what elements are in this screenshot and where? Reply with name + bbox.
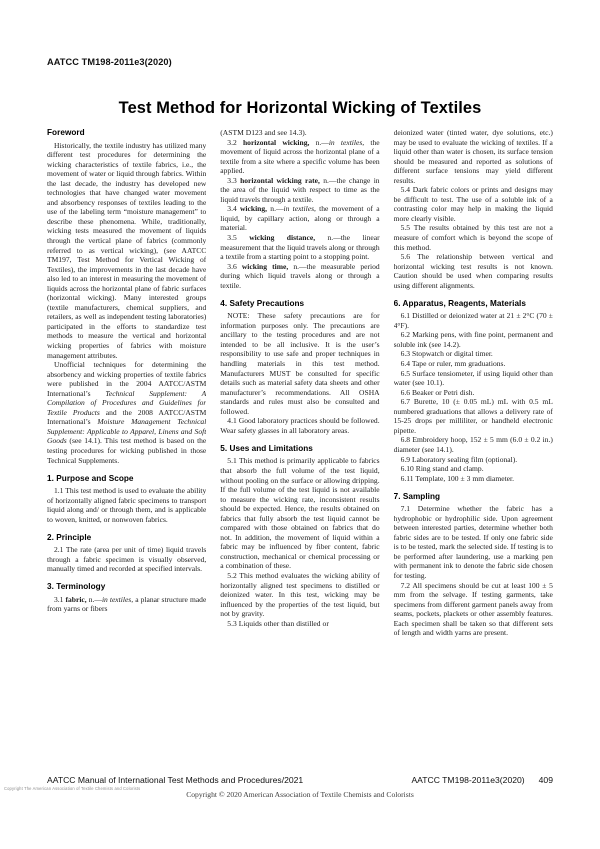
italic-run: in textiles <box>283 204 315 214</box>
paragraph-3-6 <box>220 262 379 291</box>
term-horizontal-wicking-rate: horizontal wicking rate, <box>240 175 320 185</box>
column-left <box>47 128 206 766</box>
text-run: n.—the change in the area of the liquid with respect to time as the liquid travels through a textile. <box>220 175 380 204</box>
paragraph-3-4 <box>220 204 379 233</box>
paragraph-5-5: 5.5 The results obtained by this test are not a measure of comfort which is beyond the scope of this method. <box>393 223 553 252</box>
paragraph-6-2: 6.2 Marking pens, with fine point, permanent and soluble ink (see 14.2). <box>393 330 553 349</box>
italic-run: in textiles <box>328 137 363 147</box>
paragraph-safety-note: NOTE: These safety precautions are for information purposes only. The precautions are ancillary to the testing procedures and are not intended to be all inclusive. It is the user’s responsibility to use safe and proper techniques in handling materials in this test method. Manufacturers MUST be consulted for specific details such as material safety data sheets and other manufacturer’s recommendations. All OSHA standards and rules must also be consulted and followed. <box>220 311 380 416</box>
section-heading-principle: 2. Principle <box>47 532 92 542</box>
paragraph-7-1: 7.1 Determine whether the fabric has a hydrophobic or hydrophilic side. Upon agreement between interested parties, determine whether both fabric sides are to be tested. If only one fabric side is to be tested, mark the selected side. If testing is to be performed after laundering, use a marking pen with permanent ink to denote the fabric side chosen for testing. <box>393 504 553 580</box>
section-heading-terminology: 3. Terminology <box>47 582 106 592</box>
italic-run: in textiles <box>101 594 132 604</box>
term-wicking-time: wicking time, <box>241 261 289 271</box>
paragraph-continuation: (ASTM D123 and see 14.3). <box>220 128 307 137</box>
paragraph-6-7: 6.7 Burette, 10 (± 0.05 mL) mL with 0.5 mL numbered graduations that allows a delivery rate of 15-25 drops per milliliter, or handheld electronic pipette. <box>393 397 553 435</box>
paragraph-6-1: 6.1 Distilled or deionized water at 21 ± 2°C (70 ± 4°F). <box>393 311 553 330</box>
paragraph-6-11: 6.11 Template, 100 ± 3 mm diameter. <box>400 473 515 483</box>
text-run: (see 14.1). This test method is based on the testing procedures for wicking published in those Technical Supplements. <box>47 436 207 465</box>
text-run: 3.1 <box>54 594 66 604</box>
footer-standard-id <box>411 775 553 785</box>
text-run: , the movement of a liquid, by capillary action, along or through a material. <box>220 204 380 233</box>
text-run: n.—the measurable period during which liquid travels along or through a textile. <box>220 261 380 290</box>
page-number: 409 <box>538 775 553 785</box>
text-run: , the movement of liquid across the horizontal plane of a textile from a site where a specific volume has been applied. <box>220 137 380 176</box>
page-title: Test Method for Horizontal Wicking of Textiles <box>118 98 482 117</box>
paragraph-5-1: 5.1 This method is primarily applicable to fabrics that absorb the full volume of the test liquid, without pooling on the surface or allowing dripping. If the full volume of the test liquid is not available to measure the wicking rate, inconsistent results should be expected. Hence, the results obtained on fabrics that fully absorb the test liquid cannot be compared with those obtained on fabrics that do not. In addition, the movement of liquid within a fabric may be influenced by fiber content, fabric construction, mechanical or chemical processing or a combination of these. <box>220 456 380 571</box>
paragraph-continuation: deionized water (tinted water, dye solutions, etc.) may be used to evaluate the wicking of textiles. If a liquid other than water is chosen, its surface tension should be measured and reported as solutions of different surface tensions may yield different results. <box>393 128 553 185</box>
paragraph-3-5 <box>220 233 379 262</box>
footer-standard-number: AATCC TM198-2011e3(2020) <box>411 775 525 785</box>
paragraph-foreword-1: Historically, the textile industry has utilized many different test procedures for determining the wicking characteristics of textile fabrics, i.e., the movement of water or liquid through fabrics. Within the last decade, the industry has developed new technologies that have changed water movement and absorbency responses of textiles leading to the use of the labeling term “moisture management” to describe these phenomena. While, traditionally, wicking tests measured the movement of liquids through the vertical plane of fabrics (commonly referred to as vertical wicking), (see AATCC TM197, Test Method for Vertical Wicking of Textiles), the improvements in the last decade have also led to an interest in measuring the movement of liquids across the horizontal plane of fabric surfaces (horizontal wicking). Many interested groups (textile manufacturers, chemical suppliers, and retailers, as well as independent testing laboratories) participated in the efforts to standardize test methods to measure the vertical and horizontal wicking properties of fabrics with moisture management attributes. <box>47 140 207 360</box>
text-run: and the 2008 AATCC/ASTM International’s <box>47 407 207 427</box>
paragraph-6-6: 6.6 Beaker or Petri dish. <box>400 387 475 397</box>
paragraph-5-6: 5.6 The relationship between vertical and horizontal wicking test results is not known. Caution should be used when comparing results using different alignments. <box>393 252 553 290</box>
column-right <box>394 128 553 766</box>
section-heading-foreword: Foreword <box>47 128 85 137</box>
paragraph-3-2 <box>220 138 379 176</box>
paragraph-7-2: 7.2 All specimens should be cut at least 100 ± 5 mm from the selvage. If testing garments, take specimens from different garment panels away from seams, pockets, plackets or other assembly features. Each specimen shall be taken so that different sets of length and width yarns are present. <box>393 580 553 638</box>
term-fabric: fabric, <box>65 594 87 604</box>
paragraph-3-3 <box>220 176 379 205</box>
text-run: 3.4 <box>227 204 240 214</box>
text-run: n.—the linear measurement that the liquid travels along or through a textile from a starting point to a stopping point. <box>220 233 380 262</box>
paragraph-6-9: 6.9 Laboratory sealing film (optional). <box>400 454 518 464</box>
italic-run: Technical Supplement: A Compilation of Procedures and Guidelines for Textile Products <box>47 388 207 417</box>
paragraph-5-4: 5.4 Dark fabric colors or prints and designs may be difficult to test. The use of a soluble ink of a contrasting color may help in making the liquid more clearly visible. <box>393 185 553 223</box>
text-run: 3.2 <box>227 137 243 147</box>
paragraph-4-1: 4.1 Good laboratory practices should be followed. Wear safety glasses in all laboratory areas. <box>220 416 380 435</box>
paragraph-3-1 <box>47 595 206 614</box>
term-wicking: wicking, <box>239 204 268 214</box>
section-heading-purpose-and-scope: 1. Purpose and Scope <box>47 473 134 483</box>
italic-run: Moisture Management Technical Supplement: Applicable to Apparel, Linens and Soft Goods <box>47 417 207 446</box>
section-heading-safety-precautions: 4. Safety Precautions <box>220 298 305 308</box>
paragraph-5-3: 5.3 Liquids other than distilled or <box>227 618 329 628</box>
text-run: 3.3 <box>227 175 241 185</box>
section-heading-sampling: 7. Sampling <box>393 491 441 501</box>
paragraph-foreword-2 <box>47 360 206 465</box>
text-run: 3.6 <box>227 261 242 271</box>
term-horizontal-wicking: horizontal wicking, <box>242 137 310 147</box>
paragraph-6-10: 6.10 Ring stand and clamp. <box>400 464 484 474</box>
paragraph-2-1: 2.1 The rate (area per unit of time) liquid travels through a fabric specimen is visually observed, manually timed and recorded at specified intervals. <box>47 545 207 574</box>
text-run: 3.5 <box>227 233 250 243</box>
copyright-notice: Copyright © 2020 American Association of Textile Chemists and Colorists <box>186 790 414 799</box>
text-run: , a planar structure made from yarns or fibers <box>47 594 207 614</box>
text-run: n.— <box>267 204 284 214</box>
column-middle <box>220 128 379 766</box>
text-run: n.— <box>309 137 329 147</box>
section-heading-uses-and-limitations: 5. Uses and Limitations <box>220 443 313 453</box>
paragraph-6-8: 6.8 Embroidery hoop, 152 ± 5 mm (6.0 ± 0.2 in.) diameter (see 14.1). <box>393 435 553 454</box>
paragraph-1-1: 1.1 This test method is used to evaluate the ability of horizontally aligned fabric specimens to transport liquid along and/ or through them, and is applicable to woven, knitted, or nonwoven fabrics. <box>47 486 207 524</box>
footer-manual-title: AATCC Manual of International Test Methods and Procedures/2021 <box>47 775 304 785</box>
term-wicking-distance: wicking distance, <box>249 233 316 243</box>
text-run: Unofficial techniques for determining the absorbency and wicking properties of textile fabrics were published in the 2004 AATCC/ASTM International’s <box>47 360 207 398</box>
text-run: n.— <box>86 594 102 604</box>
paragraph-6-5: 6.5 Surface tensiometer, if using liquid other than water (see 10.1). <box>393 368 553 388</box>
paragraph-5-2: 5.2 This method evaluates the wicking ability of horizontally aligned test specimens to distilled or deionized water. In this test, wicking may be influenced by the properties of the test liquid, but not by gravity. <box>220 570 380 619</box>
section-heading-apparatus-reagents-materials: 6. Apparatus, Reagents, Materials <box>393 298 526 308</box>
body-columns <box>47 128 553 766</box>
running-head: AATCC TM198-2011e3(2020) <box>47 57 172 67</box>
paragraph-6-3: 6.3 Stopwatch or digital timer. <box>400 349 493 359</box>
paragraph-6-4: 6.4 Tape or ruler, mm graduations. <box>400 359 506 369</box>
copyright-watermark: Copyright The American Association of Textile Chemists and Colorists <box>4 786 141 791</box>
